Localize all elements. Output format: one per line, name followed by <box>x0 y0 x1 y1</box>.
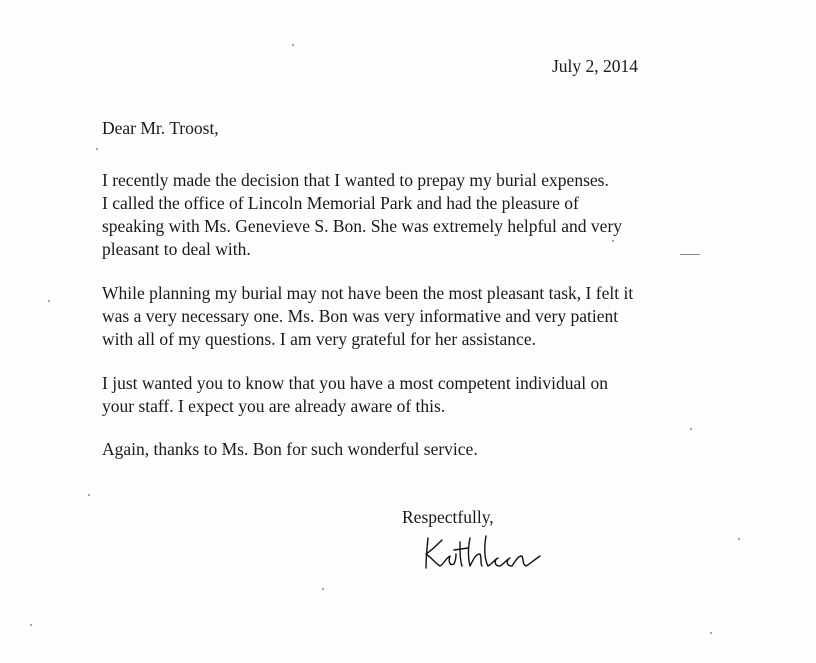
paragraph-line: I called the office of Lincoln Memorial Park and had the pleasure of <box>102 193 579 213</box>
scan-speck <box>292 44 294 46</box>
closing: Respectfully, <box>402 507 494 527</box>
paragraph-line: with all of my questions. I am very grateful for her assistance. <box>102 329 536 349</box>
scan-speck <box>322 588 324 590</box>
scan-speck <box>612 240 614 242</box>
paragraph-line: was a very necessary one. Ms. Bon was very informative and very patient <box>102 306 619 326</box>
paragraph-4 <box>102 438 478 461</box>
scan-speck <box>88 494 90 496</box>
scan-speck <box>710 632 712 634</box>
paragraph-3 <box>102 372 608 418</box>
paragraph-2 <box>102 282 633 351</box>
scan-speck <box>738 538 740 540</box>
paragraph-line: Again, thanks to Ms. Bon for such wonderful service. <box>102 439 478 459</box>
paragraph-line: your staff. I expect you are already aware of this. <box>102 396 446 416</box>
scan-speck <box>680 254 700 255</box>
scan-speck <box>690 428 692 430</box>
paragraph-line: pleasant to deal with. <box>102 239 251 259</box>
letter-date: July 2, 2014 <box>552 56 639 76</box>
scan-speck <box>30 624 32 626</box>
salutation: Dear Mr. Troost, <box>102 118 219 138</box>
paragraph-line: While planning my burial may not have been the most pleasant task, I felt it <box>102 283 634 303</box>
paragraph-line: I just wanted you to know that you have a most competent individual on <box>102 373 608 393</box>
paragraph-line: I recently made the decision that I wanted to prepay my burial expenses. <box>102 170 609 190</box>
signature <box>420 530 550 575</box>
paragraph-1 <box>102 169 622 261</box>
paragraph-line: speaking with Ms. Genevieve S. Bon. She was extremely helpful and very <box>102 216 623 236</box>
scan-speck <box>48 300 50 302</box>
scan-speck <box>96 148 98 150</box>
